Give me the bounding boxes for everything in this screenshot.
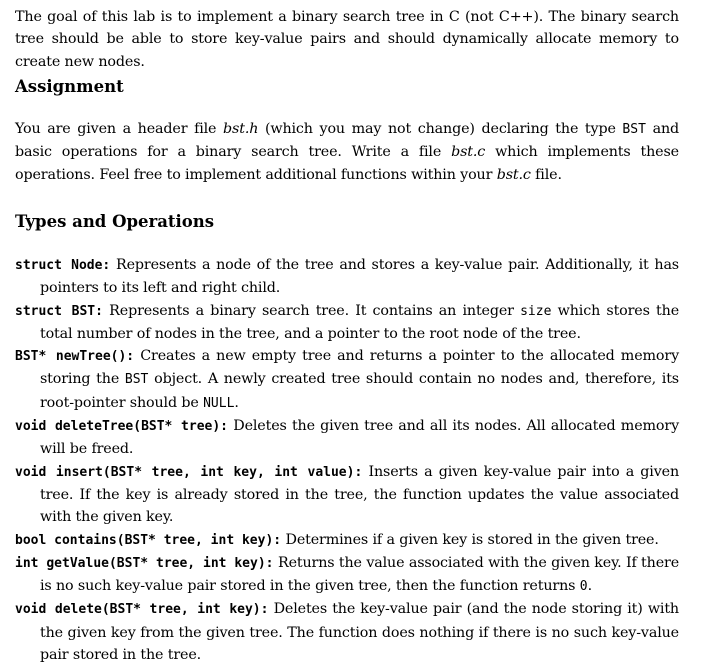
definition-description: Determines if a given key is stored in the given tree. xyxy=(281,531,659,548)
definition-description: object. A newly created tree should contain no nodes and, therefore, its root-pointer should be xyxy=(40,371,679,411)
assignment-text-2: (which you may not change) declaring the type xyxy=(258,121,623,137)
assignment-text-4: which implements these operations. Feel free to implement additional functions within your xyxy=(15,144,679,183)
definition-item-node xyxy=(15,254,679,300)
types-heading: Types and Operations xyxy=(15,212,215,231)
definition-item-contains xyxy=(15,529,679,552)
definition-item-newtree xyxy=(15,345,679,415)
definition-list xyxy=(15,254,679,666)
definition-description: . xyxy=(234,394,239,411)
definition-description: Creates a new empty tree and returns a pointer to the allocated memory storing the xyxy=(40,348,679,388)
bst-code: BST xyxy=(124,372,149,388)
definition-term: struct Node: xyxy=(15,258,111,273)
source-filename: bst.c xyxy=(451,144,486,161)
definition-term: BST* newTree(): xyxy=(15,349,135,365)
assignment-text-5: file. xyxy=(530,166,562,183)
definition-description: Represents a binary search tree. It contains an integer xyxy=(102,302,521,319)
zero-code: 0 xyxy=(579,579,588,595)
definition-description: Inserts a given key-value pair into a given tree. If the key is already stored in the tree, the function updates the value associated with the given key. xyxy=(40,463,679,526)
intro-paragraph: The goal of this lab is to implement a binary search tree in C (not C++). The binary search tree should be able to store key-value pairs and should dynamically allocate memory to create new nodes. xyxy=(15,9,679,70)
definition-term: bool contains(BST* tree, int key): xyxy=(15,532,282,548)
assignment-text-1: You are given a header file xyxy=(15,121,224,137)
source-filename-2: bst.c xyxy=(496,166,531,183)
definition-description: Deletes the key-value pair (and the node storing it) with the given key from the given tree. The function does nothing if there is no such key-value pair stored in the tree. xyxy=(40,601,679,664)
definition-description: Returns the value associated with the given key. If there is no such key-value pair stored in the given tree, then the function returns xyxy=(40,554,680,595)
definition-term: int getValue(BST* tree, int key): xyxy=(15,555,274,571)
definition-description: Represents a node of the tree and stores a key-value pair. Additionally, it has pointers to its left and right child. xyxy=(40,257,679,297)
definition-item-delete xyxy=(15,598,679,666)
assignment-heading: Assignment xyxy=(15,77,124,96)
definition-term: void insert(BST* tree, int key, int value): xyxy=(15,464,363,480)
definition-description: which stores the total number of nodes in the tree, and a pointer to the root node of the tree. xyxy=(40,302,680,342)
definition-item-deletetree xyxy=(15,415,679,461)
assignment-text-3: and basic operations for a binary search tree. Write a file xyxy=(15,121,679,161)
assignment-paragraph xyxy=(15,118,679,186)
size-code: size xyxy=(520,303,552,319)
null-code: NULL xyxy=(203,395,235,411)
definition-item-getvalue xyxy=(15,552,679,599)
bst-type-code: BST xyxy=(622,122,646,137)
definition-description: Deletes the given tree and all its nodes. All allocated memory will be freed. xyxy=(40,418,679,458)
header-filename: bst.h xyxy=(223,121,259,137)
definition-item-insert xyxy=(15,461,679,529)
definition-term: void delete(BST* tree, int key): xyxy=(15,602,269,618)
definition-description: . xyxy=(587,578,592,595)
definition-term: struct BST: xyxy=(15,303,103,319)
definition-item-bst xyxy=(15,300,679,346)
definition-term: void deleteTree(BST* tree): xyxy=(15,419,229,435)
